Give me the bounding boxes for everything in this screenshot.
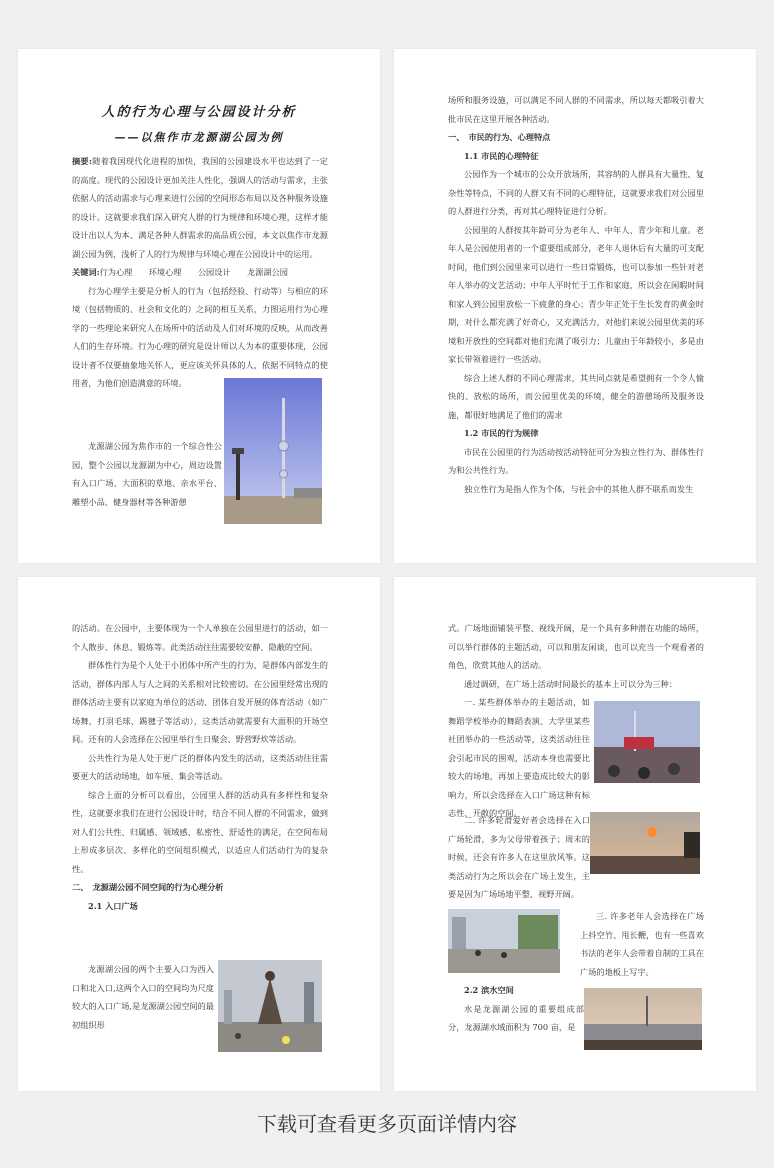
page2-paragraph-5: 独立性行为是指人作为个体，与社会中的其他人群不联系而发生 <box>464 483 694 494</box>
download-more-footer: 下载可查看更多页面详情内容 <box>257 1112 517 1136</box>
page2-paragraph-4: 市民在公园里的行为活动按活动特征可分为独立性行为、群体性行为和公共性行为。 <box>448 446 704 475</box>
page3-paragraph-2: 公共性行为是人处于更广泛的群体内发生的活动，这类活动往往需要更大的活动场地，如车展、集会等活动。 <box>72 752 328 781</box>
page2-paragraph-3: 综合上述人群的不同心理需求，其共同点就是希望拥有一个令人愉快的、放松的场所，而公园里优美的环境，健全的游憩场所及服务设施，都很好地满足了他们的需求 <box>448 372 704 420</box>
page4-paragraph-1: 通过调研，在广场上活动时间最长的基本上可以分为三种： <box>464 678 677 689</box>
page3-paragraph-4: 龙源湖公园的两个主要入口为西入口和北入口,这两个入口的空间均为尺度较大的入口广场,是龙源湖公园空间的最初组织形 <box>72 964 214 1030</box>
page2-paragraph-1: 公园作为一个城市的公众开放场所，其容纳的人群具有大量性、复杂性等特点，不同的人群又有不同的心理特征，这就要求我们对公园里的人群进行分类，再对其心理特征进行分析。 <box>448 169 704 216</box>
document-page-3 <box>18 577 380 1091</box>
document-page-1 <box>18 49 380 563</box>
page4-paragraph-3: 二. 许多轮滑爱好者会选择在入口广场轮滑，多为父母带着孩子；周末的时候，还会有许多人在这里放风筝。这类活动行为之所以会在广场上发生，主要是因为广场场地平整、视野开阔。 <box>448 815 590 899</box>
page4-paragraph-4: 三. 许多老年人会选择在广场上抖空竹、甩长鞭，也有一些喜欢书法的老年人会带着自制的工具在广场的地板上写字。 <box>580 911 704 977</box>
subsection-2-2-heading: 2.2 滨水空间 <box>464 985 514 995</box>
tv-tower-photo <box>224 378 322 524</box>
abstract-block <box>72 152 328 393</box>
page4-continuation: 式。广场地面铺装平整、视线开阔，是一个具有多种潜在功能的场所，可以举行群体的主题活动，可以和朋友闲谈，也可以充当一个观看者的角色，欣赏其他人的活动。 <box>448 623 704 670</box>
subsection-1-1-heading: 1.1 市民的心理特征 <box>464 150 539 161</box>
document-page-4 <box>394 577 756 1091</box>
page4-bottom <box>448 981 584 1037</box>
document-page-2 <box>394 49 756 563</box>
page4-paragraph-5: 水是龙源湖公园的重要组成部分，龙源湖水域面积为 700 亩，是 <box>448 1003 584 1032</box>
page4-top <box>448 619 704 693</box>
page3-body <box>72 619 328 915</box>
subsection-1-2-heading: 1.2 市民的行为规律 <box>464 428 539 438</box>
keywords-label: 关键词: <box>72 267 100 277</box>
entrance-plaza-photo <box>218 960 322 1052</box>
subsection-2-1-heading: 2.1 入口广场 <box>88 900 138 911</box>
section-2-heading: 二、 龙源湖公园不同空间的行为心理分析 <box>72 882 224 892</box>
waterfront-photo <box>584 988 702 1050</box>
page4-paragraph-2: 一. 某些群体举办的主题活动，如舞蹈学校举办的舞蹈表演、大学里某些社团举办的一些活动等，这类活动往往会引起市民的围观，活动本身也需要比较大的场地，再加上要造成比较大的影响力，所以会选择在入口广场这种有标志性、开敞的空间。 <box>448 697 590 818</box>
page3-paragraph-1: 群体性行为是个人处于小团体中所产生的行为，是群体内部发生的活动，群体内部人与人之间的关系相对比较密切。在公园里经常出现的群体活动主要有以家庭为单位的活动、团体自发开展的体育活动（如广场舞，打羽毛球、踢毽子等活动），这类活动就需要有大面积的开场空间。还有的人会选择在公园里举行生日聚会、野营野炊等活动。 <box>72 660 328 744</box>
park-paragraph: 龙源湖公园为焦作市的一个综合性公园，整个公园以龙源湖为中心，周边设置有入口广场、大面积的草地、亲水平台、雕塑小品、健身器材等各种游憩 <box>72 441 222 507</box>
abstract-label: 摘要: <box>72 156 92 166</box>
paper-title: 人的行为心理与公园设计分析 <box>101 105 297 120</box>
section-1-heading: 一、 市民的行为、心理特点 <box>448 132 551 142</box>
paper-subtitle: ——以焦作市龙源湖公园为例 <box>114 131 284 144</box>
abstract-text: 随着我国现代化进程的加快，我国的公园建设水平也达到了一定的高度。现代的公园设计更加关注人性化，强调人的活动与需求，主张依据人的活动需求与心理来进行公园的空间形态布局以及各种服务设施的设计。这就要求我们深入研究人群的行为规律和环境心理，这样才能设计出以人为本、满足各种人群需求的高品质公园，本文以焦作市龙源湖公园为例，浅析了人的行为规律与环境心理在公园设计中的运用。 <box>72 156 328 259</box>
elderly-activity-photo <box>448 909 560 973</box>
page3-paragraph-3: 综合上面的分析可以看出，公园里人群的活动具有多样性和复杂性，这就要求我们在进行公园设计时，结合不同人群的不同需求，做到对人们公共性、归属感、领域感、私密性、舒适性的满足，在空间布局上形成多层次、多样化的空间组织模式，以适应人们活动行为的复杂性。 <box>72 789 328 874</box>
page2-paragraph-2: 公园里的人群按其年龄可分为老年人、中年人、青少年和儿童。老年人是公园使用者的一个重要组成部分，老年人退休后有大量的可支配时间，他们到公园里来可以进行一些日常锻炼，也可以参加一些针对老年人举办的文艺活动；中年人平时忙于工作和家庭，所以会在闲暇时间和家人到公园里放松一下疲惫的身心；青少年正处于生长发育的黄金时期，对什么都充满了好奇心，又充满活力，对他们来说公园里优美的环境和开放性的空间都对他们充满了吸引力；儿童由于年龄较小，多是由家长带领着进行一些活动。 <box>448 224 704 364</box>
theme-event-photo <box>594 701 700 783</box>
page2-body <box>448 91 704 498</box>
intro-paragraph: 行为心理学主要是分析人的行为（包括经验、行动等）与相应的环境（包括物质的、社会和文化的）之间的相互关系，力图运用行为心理学的一些理论来研究人在场所中的活动及人们对环境的反映，从而改善人们的生存环境。行为心理的研究是设计师以人为本的重要体现，公园设计者不仅要抽象地关怀人，更应该关怀具体的人，依据不同特点的使用者，为他们创造满意的环境。 <box>72 285 328 388</box>
page3-continuation: 的活动。在公园中，主要体现为一个人单独在公园里进行的活动，如一个人散步、休息、锻炼等。此类活动往往需要较安静、隐蔽的空间。 <box>72 623 328 652</box>
sunset-plaza-photo <box>590 812 700 874</box>
page2-continuation: 场所和服务设施，可以满足不同人群的不同需求，所以每天都吸引着大批市民在这里开展各种活动。 <box>448 95 704 124</box>
keywords-text: 行为心理 环境心理 公园设计 龙源湖公园 <box>99 267 288 277</box>
